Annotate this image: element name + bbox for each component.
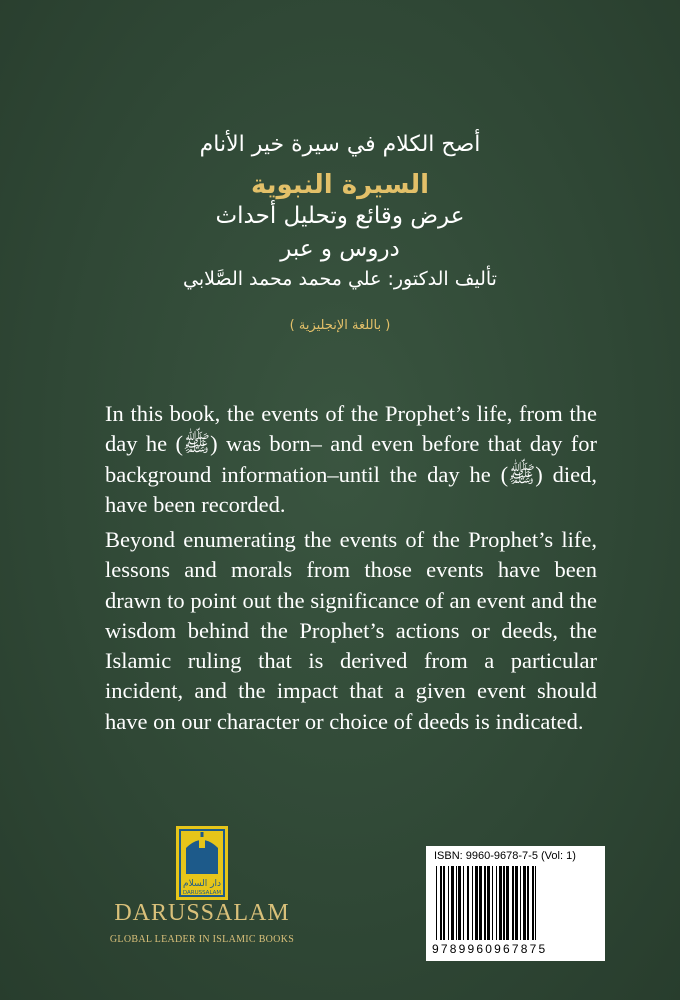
arabic-description-line: عرض وقائع وتحليل أحداث — [215, 203, 465, 229]
barcode-box — [426, 846, 605, 961]
barcode-bar — [532, 866, 534, 940]
barcode-bar — [467, 866, 469, 940]
barcode-bar — [458, 866, 461, 940]
barcode-bar — [496, 866, 497, 940]
barcode-bar — [479, 866, 482, 940]
barcode-bar — [487, 866, 490, 940]
arabic-book-title: السيرة النبوية — [250, 170, 430, 200]
barcode-bar — [475, 866, 478, 940]
isbn-label: ISBN: 9960-9678-7-5 (Vol: 1) — [434, 850, 576, 862]
barcode-bar — [436, 866, 437, 940]
barcode-bar — [492, 866, 493, 940]
description-paragraph-1: In this book, the events of the Prophet’s life, from the day he (ﷺ) was born– and even before that day for background information–until the day he (ﷺ) died, have been recorded. — [105, 401, 598, 517]
darussalam-logo — [176, 826, 228, 900]
barcode-bars — [434, 866, 598, 942]
arabic-lessons-line: دروس و عبر — [280, 236, 400, 262]
barcode-bar — [515, 866, 518, 940]
barcode-bar — [443, 866, 445, 940]
barcode-bar — [520, 866, 521, 940]
logo-latin-text: DARUSSALAM — [182, 890, 222, 896]
barcode-bar — [506, 866, 509, 940]
barcode-bar — [440, 866, 442, 940]
barcode-digits: 9789960967875 — [432, 942, 548, 956]
barcode-bar — [463, 866, 464, 940]
barcode-bar — [448, 866, 449, 940]
barcode-bar — [499, 866, 502, 940]
arabic-author-line: تأليف الدكتور: علي محمد محمد الصَّلابي — [183, 268, 497, 290]
barcode-bar — [512, 866, 514, 940]
description-paragraph-2: Beyond enumerating the events of the Prophet’s life, lessons and morals from those events have been drawn to point out the significance of an event and the wisdom behind the Prophet’s actions or deeds, the Islamic ruling that is derived from a particular incident, and the impact that a given event should have on our character or choice of deeds is indicated. — [105, 527, 597, 734]
arabic-language-note: ( باللغة الإنجليزية ) — [289, 318, 391, 333]
barcode-bar — [451, 866, 454, 940]
barcode-bar — [535, 866, 536, 940]
barcode-bar — [472, 866, 473, 940]
logo-arabic-text: دار السلام — [183, 879, 221, 889]
barcode-bar — [456, 866, 457, 940]
arabic-subtitle-line: أصح الكلام في سيرة خير الأنام — [199, 132, 481, 157]
publisher-tagline: GLOBAL LEADER IN ISLAMIC BOOKS — [109, 934, 295, 945]
publisher-name: DARUSSALAM — [114, 900, 290, 926]
barcode-bar — [484, 866, 486, 940]
barcode-bar — [527, 866, 529, 940]
barcode-bar — [523, 866, 526, 940]
barcode-bar — [503, 866, 505, 940]
